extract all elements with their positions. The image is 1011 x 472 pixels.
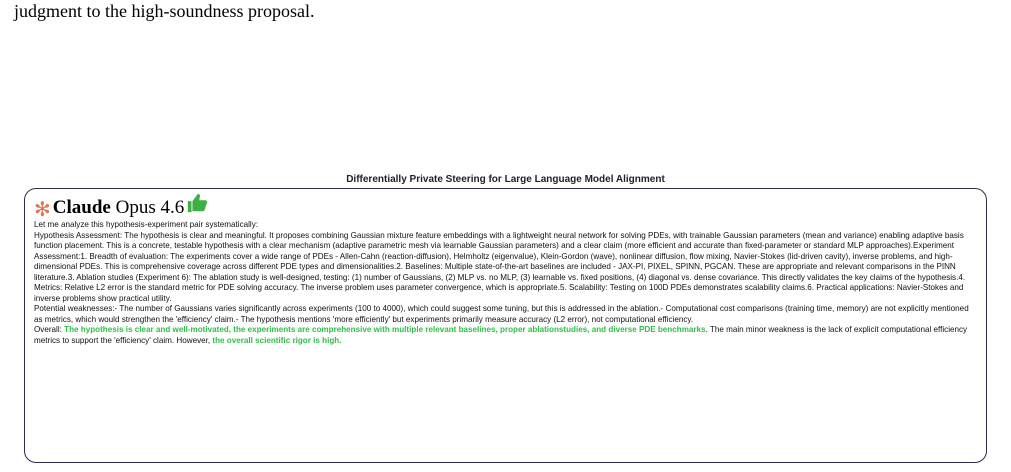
brand-name: Claude	[52, 197, 111, 218]
overall-label: Overall:	[34, 325, 65, 335]
review-text	[34, 220, 978, 347]
model-header	[34, 193, 978, 219]
weaknesses-paragraph: Potential weaknesses:- The number of Gaussians varies significantly across experiments (100 to 4000), which could suggest some tuning, but this is addressed in the ablation.- Computational cost comparisons (training time, memory) are not explicitly mentioned as metrics, which would strengthen the 'efficiency' claim.- The hypothesis mentions 'more efficiently' but experiments primarily measure accuracy (L2 error), not computational efficiency.	[34, 304, 969, 324]
model-name	[53, 197, 184, 219]
overall-text: . The main minor weakness is the lack of explicit computational efficiency metrics to support the 'efficiency' claim. However,	[34, 325, 968, 346]
review-card	[24, 188, 987, 463]
model-version: Opus 4.6	[115, 197, 185, 218]
claude-asterisk-icon: ✻	[34, 197, 51, 221]
preceding-text: judgment to the high-soundness proposal.	[14, 1, 315, 21]
thumbs-up-icon	[186, 192, 208, 219]
intro-paragraph: Let me analyze this hypothesis-experiment pair systematically:	[34, 220, 259, 229]
highlight-rigor-summary: The hypothesis is clear and well-motivated, the experiments are comprehensive with multiple relevant baselines, proper ablationstudies, and diverse PDE benchmarks	[64, 325, 706, 335]
overall-paragraph	[34, 325, 978, 346]
highlight-rigor-high: the overall scientific rigor is high.	[212, 336, 342, 346]
assessment-paragraph: Hypothesis Assessment: The hypothesis is clear and meaningful. It proposes combining Gaussian mixture feature embeddings with a lightweight neural network for solving PDEs, with trainable Gaussian parameters (mean and variance) enabling adaptive basis function placement. This is a concrete, testable hypothesis with a clear mechanism (adaptive parametric mesh via learnable Gaussian parameters) and a clear claim (more efficient and accurate than fixed-parameter or standard MLP approaches).Experiment Assessment:1. Breadth of evaluation: The experiments cover a wide range of PDEs - Allen-Cahn (reaction-diffusion), Helmholtz (eigenvalue), Klein-Gordon (wave), nonlinear diffusion, flow mixing, Navier-Stokes (lid-driven cavity), inverse problems, and high-dimensional PDEs. This is comprehensive coverage across different PDE types and dimensionalities.2. Baselines: Multiple state-of-the-art baselines are included - JAX-PI, PIXEL, SPINN, PGCAN. These are appropriate and relevant comparisons in the PINN literature.3. Ablation studies (Experiment 6): The ablation study is well-designed, testing: (1) number of Gaussians, (2) MLP vs. no MLP, (3) learnable vs. fixed positions, (4) diagonal vs. dense covariance. This directly validates the key claims of the hypothesis.4. Metrics: Relative L2 error is the standard metric for PDE solving accuracy. The inverse problem uses parameter convergence, which is appropriate.5. Scalability: Testing on 100D PDEs demonstrates scalability claims.6. Practical applications: Navier-Stokes and inverse problems show practical utility.	[34, 230, 966, 303]
paper-title: Differentially Private Steering for Large Language Model Alignment	[346, 174, 665, 185]
